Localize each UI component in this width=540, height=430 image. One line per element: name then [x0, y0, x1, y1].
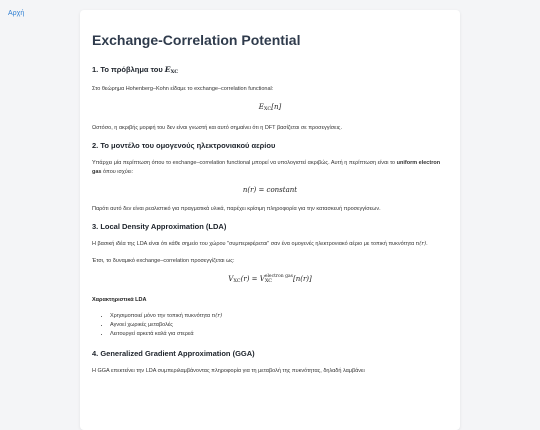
home-link[interactable]: Αρχή	[8, 10, 25, 17]
exc-symbol: $E_{XC}$	[164, 65, 179, 75]
content-card	[80, 10, 460, 430]
equation-exc: $E_{XC}[n]$	[258, 103, 282, 112]
equation-constant-density: n(r) = constant	[242, 186, 298, 194]
paragraph: Ωστόσο, η ακριβής μορφή του δεν είναι γνωστή και αυτό σημαίνει ότι η DFT βασίζεται σε προσεγγίσεις.	[92, 125, 342, 131]
section-problem	[92, 65, 448, 133]
section-heading: 3. Local Density Approximation (LDA)	[92, 222, 227, 231]
section-gga	[92, 349, 448, 376]
section-lda	[92, 222, 448, 339]
list-item: • Αγνοεί χωρικές μεταβολές	[110, 321, 448, 330]
section-heading: 4. Generalized Gradient Approximation (GGA)	[92, 349, 255, 358]
list-item: • Λειτουργεί αρκετά καλά για στερεά	[110, 330, 448, 339]
uniform-gas-term: uniform electron gas	[92, 160, 441, 175]
equation-lda: $V_{XC}(r) = V$ electron gas XC [n(r)]	[228, 274, 312, 284]
list-item: • Χρησιμοποιεί μόνο την τοπική πυκνότητα n(r)	[110, 312, 448, 321]
section-heading: 1. Το πρόβλημα του $E_{XC}$	[92, 65, 179, 75]
page-title: Exchange-Correlation Potential	[92, 32, 301, 48]
paragraph: Στο θεώρημα Hohenberg–Kohn είδαμε το exchange–correlation functional:	[92, 86, 274, 92]
paragraph: Έτσι, το δυναμικό exchange–correlation προσεγγίζεται ως:	[92, 258, 235, 264]
paragraph: Υπάρχει μία περίπτωση όπου το exchange–correlation functional μπορεί να υπολογιστεί ακριβώς. Αυτή η περίπτωση είναι το uniform electron gas όπου ισχύει:	[92, 160, 441, 175]
lda-characteristics-list	[92, 312, 448, 339]
section-uniform-gas	[92, 141, 448, 214]
paragraph: Παρότι αυτό δεν είναι ρεαλιστικό για πραγματικά υλικά, παρέχει κρίσιμη πληροφορία για την κατασκευή προσεγγίσεων.	[92, 206, 381, 212]
paragraph: Η βασική ιδέα της LDA είναι ότι κάθε σημείο του χώρου "συμπεριφέρεται" σαν ένα ομογενές ηλεκτρονιακό αέριο με τοπική πυκνότητα n(r).	[92, 241, 428, 247]
lda-characteristics-heading: Χαρακτηριστικά LDA	[92, 297, 147, 303]
paragraph: Η GGA επεκτείνει την LDA συμπεριλαμβάνοντας πληροφορία για τη μεταβολή της πυκνότητας, δηλαδή λαμβάνει	[92, 368, 365, 374]
section-heading: 2. Το μοντέλο του ομογενούς ηλεκτρονιακού αερίου	[92, 141, 276, 150]
